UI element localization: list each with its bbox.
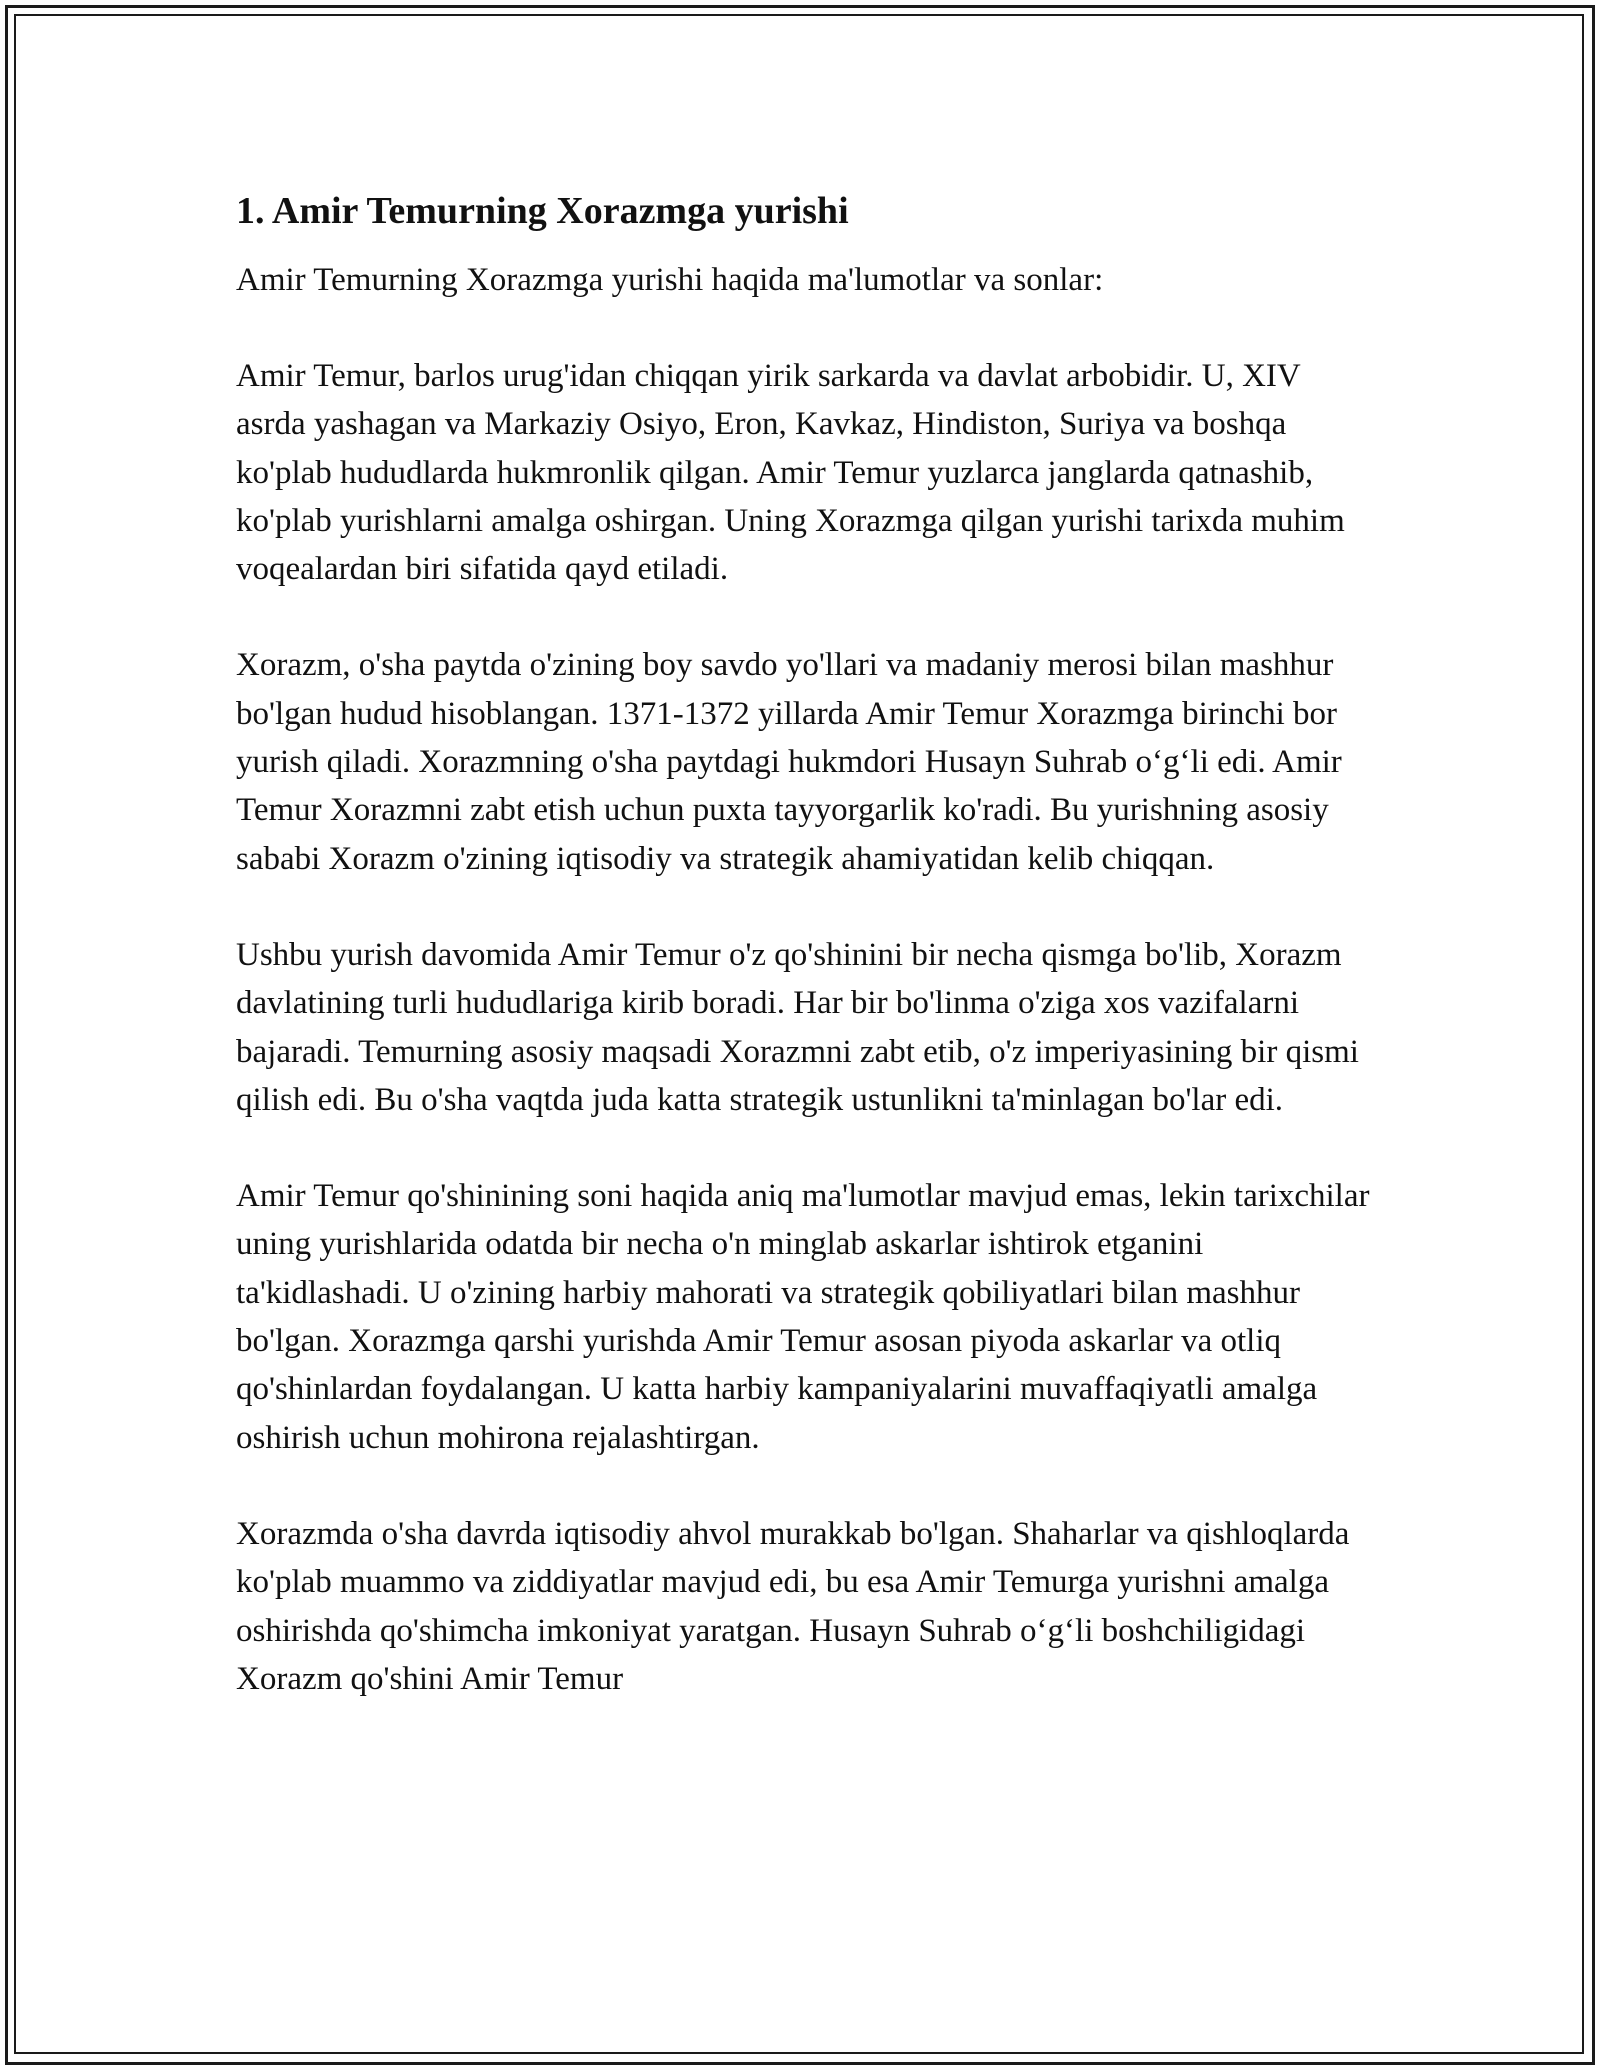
paragraph-4: Amir Temur qo'shinining soni haqida aniq ma'lumotlar mavjud emas, lekin tarixchilar uning yurishlarida odatda bir necha o'n minglab askarlar ishtirok etganini ta'kidlashadi. U o'zining harbiy mahorati va strategik qobiliyatlari bilan mashhur bo'lgan. Xorazmga qarshi yurishda Amir Temur asosan piyoda askarlar va otliq qo'shinlardan foydalangan. U katta harbiy kampaniyalarini muvaffaqiyatli amalga oshirish uchun mohirona rejalashtirgan. bbox=[236, 1178, 1370, 1456]
intro-line: Amir Temurning Xorazmga yurishi haqida ma'lumotlar va sonlar: bbox=[236, 262, 1104, 298]
paragraph-5: Xorazmda o'sha davrda iqtisodiy ahvol murakkab bo'lgan. Shaharlar va qishloqlarda ko'plab muammo va ziddiyatlar mavjud edi, bu esa Amir Temurga yurishni amalga oshirishda qo'shimcha imkoniyat yaratgan. Husayn Suhrab o‘g‘li boshchiligidagi Xorazm qo'shini Amir Temur bbox=[236, 1515, 1350, 1697]
paragraph-1: Amir Temur, barlos urug'idan chiqqan yirik sarkarda va davlat arbobidir. U, XIV asrda yashagan va Markaziy Osiyo, Eron, Kavkaz, Hindiston, Suriya va boshqa ko'plab hududlarda hukmronlik qilgan. Amir Temur yuzlarca janglarda qatnashib, ko'plab yurishlarni amalga oshirgan. Uning Xorazmga qilgan yurishi tarixda muhim voqealardan biri sifatida qayd etiladi. bbox=[236, 358, 1345, 588]
paragraph-2: Xorazm, o'sha paytda o'zining boy savdo yo'llari va madaniy merosi bilan mashhur bo'lgan hudud hisoblangan. 1371-1372 yillarda Amir Temur Xorazmga birinchi bor yurish qiladi. Xorazmning o'sha paytdagi hukmdori Husayn Suhrab o‘g‘li edi. Amir Temur Xorazmni zabt etish uchun puxta tayyorgarlik ko'radi. Bu yurishning asosiy sababi Xorazm o'zining iqtisodiy va strategik ahamiyatidan kelib chiqqan. bbox=[236, 647, 1342, 877]
document-body bbox=[236, 186, 1376, 1703]
section-heading: 1. Amir Temurning Xorazmga yurishi bbox=[236, 190, 849, 232]
paragraph-3: Ushbu yurish davomida Amir Temur o'z qo'shinini bir necha qismga bo'lib, Xorazm davlatining turli hududlariga kirib boradi. Har bir bo'linma o'ziga xos vazifalarni bajaradi. Temurning asosiy maqsadi Xorazmni zabt etib, o'z imperiyasining bir qismi qilish edi. Bu o'sha vaqtda juda katta strategik ustunlikni ta'minlagan bo'lar edi. bbox=[236, 936, 1359, 1118]
